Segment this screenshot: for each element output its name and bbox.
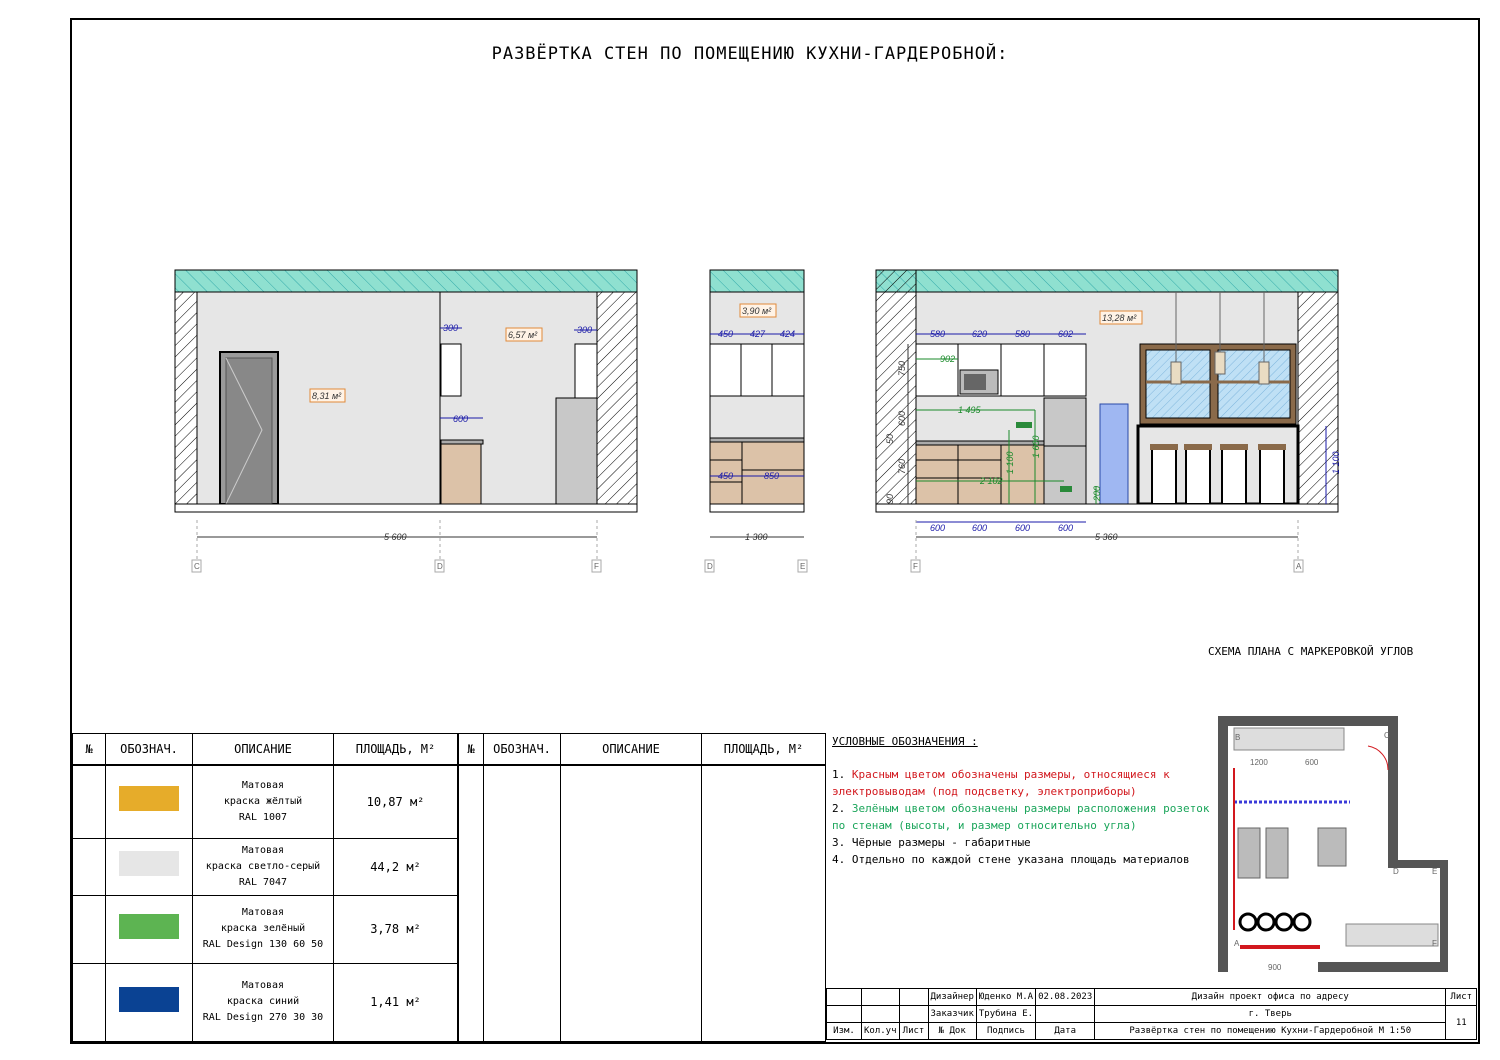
wall3-vert-5: 90 bbox=[885, 493, 895, 504]
plan-corner-a: A bbox=[1234, 939, 1240, 948]
wall3-bottom-2: 600 bbox=[972, 523, 988, 533]
spec-table-2 bbox=[458, 733, 826, 1042]
wall3-bottom-1: 600 bbox=[930, 523, 946, 533]
wall3-vert-2: 600 bbox=[897, 410, 907, 426]
wall1-area-main: 8,31 м² bbox=[312, 391, 342, 401]
wall1-dim-3: 600 bbox=[453, 414, 469, 424]
spec2-header-num: № bbox=[459, 734, 484, 766]
axis-c: C bbox=[194, 562, 200, 571]
legend-item-3: 3. Чёрные размеры - габаритные bbox=[832, 836, 1031, 849]
wall2-area: 3,90 м² bbox=[742, 306, 772, 316]
swatch-green bbox=[119, 914, 179, 939]
spec-header-desc: ОПИСАНИЕ bbox=[193, 734, 334, 766]
wall2-dim-top-3: 424 bbox=[780, 329, 796, 339]
spec-header-area: ПЛОЩАДЬ, М² bbox=[334, 734, 458, 766]
wall3-vert-1: 750 bbox=[897, 360, 907, 376]
spec-header-num: № bbox=[73, 734, 106, 766]
wall1-dim-1: 300 bbox=[443, 323, 459, 333]
wall3-dim-top-2: 620 bbox=[972, 329, 988, 339]
spec-table-1 bbox=[72, 733, 458, 1042]
axis-a: A bbox=[1296, 562, 1302, 571]
legend-item-4: 4. Отдельно по каждой стене указана площадь материалов bbox=[832, 853, 1190, 866]
swatch-light-grey bbox=[119, 851, 179, 876]
swatch-yellow bbox=[119, 786, 179, 811]
wall3-bottom-3: 600 bbox=[1015, 523, 1031, 533]
wall3-area: 13,28 м² bbox=[1102, 313, 1137, 323]
spec-row: Матовая краска синий RAL Design 270 30 30 1,41 м² bbox=[73, 963, 458, 1041]
wall3-green-4: 1 100 bbox=[1005, 451, 1015, 474]
wall1-area-kitchen: 6,57 м² bbox=[508, 330, 538, 340]
wall2-dim-low-1: 450 bbox=[718, 471, 734, 481]
wall3-bottom-4: 600 bbox=[1058, 523, 1074, 533]
plan-corner-d: D bbox=[1393, 867, 1399, 876]
legend-item-1: 1. Красным цветом обозначены размеры, относящиеся к электровыводам (под подсветку, электроприборы) bbox=[832, 768, 1170, 798]
scheme-title: СХЕМА ПЛАНА С МАРКЕРОВКОЙ УГЛОВ bbox=[1208, 645, 1414, 658]
elevation-wall-1 bbox=[175, 270, 637, 572]
legend bbox=[832, 733, 1222, 868]
wall3-dim-top-4: 602 bbox=[1058, 329, 1074, 339]
axis-d: D bbox=[437, 562, 443, 571]
spec2-empty-row bbox=[459, 765, 826, 1041]
wall3-dim-top-1: 580 bbox=[930, 329, 946, 339]
spec2-header-desc: ОПИСАНИЕ bbox=[561, 734, 702, 766]
legend-heading: УСЛОВНЫЕ ОБОЗНАЧЕНИЯ : bbox=[832, 735, 978, 748]
spec2-header-area: ПЛОЩАДЬ, М² bbox=[702, 734, 826, 766]
spec-row: Матовая краска зелёный RAL Design 130 60 50 3,78 м² bbox=[73, 895, 458, 963]
axis-f2: F bbox=[913, 562, 918, 571]
drawing-title: РАЗВЁРТКА СТЕН ПО ПОМЕЩЕНИЮ КУХНИ-ГАРДЕРОБНОЙ: bbox=[491, 44, 1009, 64]
wall3-green-1: 902 bbox=[940, 354, 956, 364]
plan-dim-1: 1200 bbox=[1250, 758, 1268, 767]
wall3-overall: 5 360 bbox=[1095, 532, 1118, 542]
wall3-green-2: 1 495 bbox=[958, 405, 981, 415]
wall2-dim-top-2: 427 bbox=[750, 329, 766, 339]
wall3-green-5: 1 600 bbox=[1031, 435, 1041, 458]
spec-row: Матовая краска жёлтый RAL 1007 10,87 м² bbox=[73, 765, 458, 838]
wall3-green-6: 200 bbox=[1092, 485, 1102, 501]
swatch-blue bbox=[119, 987, 179, 1012]
wall1-dim-2: 300 bbox=[577, 325, 593, 335]
elevation-wall-3 bbox=[876, 270, 1341, 572]
plan-scheme bbox=[1218, 716, 1448, 972]
axis-e: E bbox=[800, 562, 806, 571]
wall2-overall: 1 300 bbox=[745, 532, 768, 542]
spec2-header-mark: ОБОЗНАЧ. bbox=[484, 734, 561, 766]
wall3-green-3: 2 102 bbox=[980, 476, 1003, 486]
wall3-dim-top-3: 580 bbox=[1015, 329, 1031, 339]
title-block: Дизайнер Юденко М.А 02.08.2023 Дизайн проект офиса по адресу Лист Заказчик Трубина Е. г. Тверь 11 Изм. Кол.уч Лист № Док Подпись Дата Развёртка стен по помещению Кухни-Гардеробной М 1:50 bbox=[826, 988, 1477, 1040]
wall1-overall: 5 600 bbox=[384, 532, 407, 542]
wall3-height-right: 1 100 bbox=[1331, 451, 1341, 474]
wall3-vert-4: 50 bbox=[885, 433, 895, 444]
spec-header-mark: ОБОЗНАЧ. bbox=[106, 734, 193, 766]
axis-f: F bbox=[594, 562, 599, 571]
plan-corner-c: C bbox=[1384, 731, 1390, 740]
elevation-wall-2 bbox=[705, 270, 807, 572]
wall3-vert-3: 760 bbox=[897, 458, 907, 474]
legend-item-2: 2. Зелёным цветом обозначены размеры расположения розеток по стенам (высоты, и размер относительно угла) bbox=[832, 802, 1210, 832]
plan-corner-f: F bbox=[1432, 939, 1437, 948]
plan-dim-3: 900 bbox=[1268, 963, 1282, 972]
spec-row: Матовая краска светло-серый RAL 7047 44,2 м² bbox=[73, 838, 458, 895]
plan-dim-2: 600 bbox=[1305, 758, 1319, 767]
axis-d2: D bbox=[707, 562, 713, 571]
plan-corner-e: E bbox=[1432, 867, 1438, 876]
plan-corner-b: B bbox=[1235, 733, 1241, 742]
wall2-dim-top-1: 450 bbox=[718, 329, 734, 339]
wall2-dim-low-2: 850 bbox=[764, 471, 780, 481]
